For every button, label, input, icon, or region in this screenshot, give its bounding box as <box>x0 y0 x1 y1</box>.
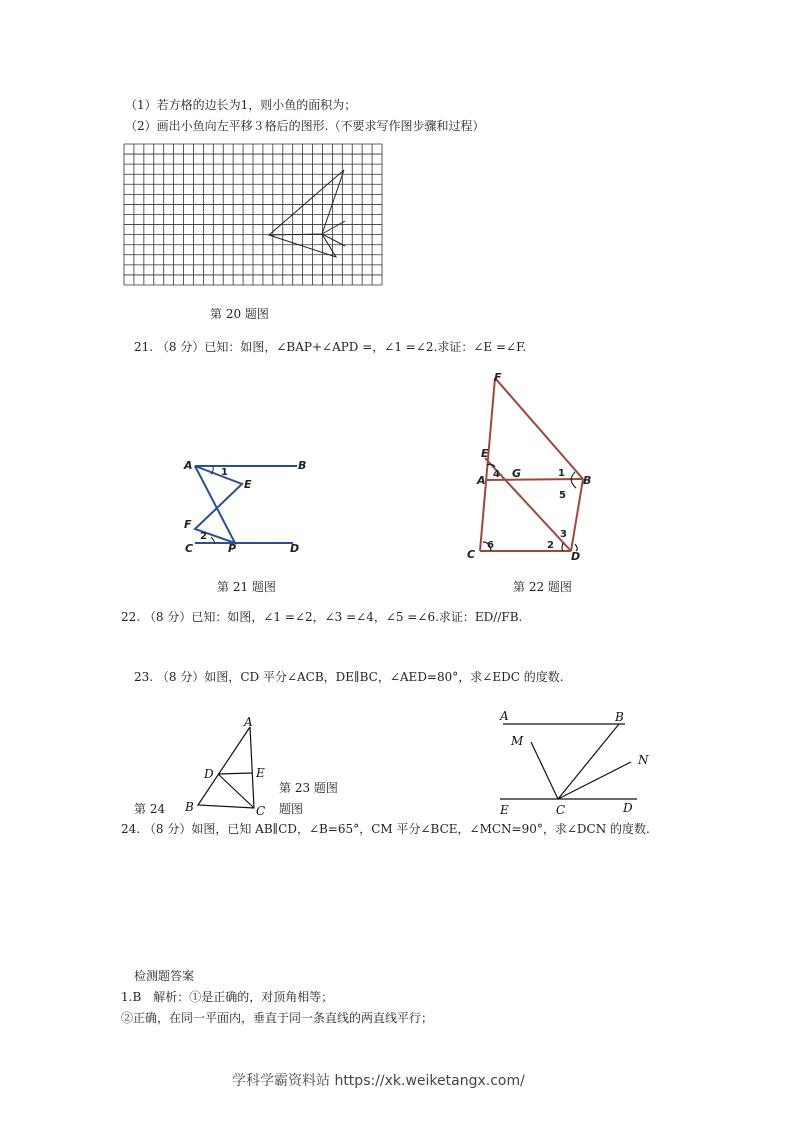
fish-tail <box>269 221 345 257</box>
q23-text: 23. （8 分）如图，CD 平分∠ACB，DE∥BC，∠AED=80°，求∠EDC 的度数. <box>134 670 564 684</box>
q21-label-C: C <box>185 542 194 555</box>
q23-label-E: E <box>256 766 265 780</box>
q22-label-4: 4 <box>493 469 500 480</box>
q24-label-A: A <box>500 709 509 723</box>
q24-text: 24. （8 分）如图，已知 AB∥CD，∠B=65°，CM 平分∠BCE，∠MCN=90°，求∠DCN 的度数. <box>121 822 650 836</box>
q24-caption-part1: 第 24 <box>134 802 166 816</box>
q24-caption-part2: 题图 <box>279 802 304 816</box>
q24-label-B: B <box>615 710 624 724</box>
q22-label-B: B <box>583 474 592 487</box>
q21-label-P: P <box>228 542 237 555</box>
q24-label-C: C <box>556 803 566 817</box>
q22-figure <box>463 368 603 563</box>
q21-label-D: D <box>290 542 300 555</box>
q21-caption: 第 21 题图 <box>217 580 276 594</box>
q21-label-A: A <box>184 459 193 472</box>
q20-part2-text: （2）画出小鱼向左平移３格后的图形.（不要求写作图步骤和过程） <box>125 119 485 133</box>
q22-label-A: A <box>477 474 486 487</box>
q21-text: 21. （8 分）已知：如图，∠BAP+∠APD =，∠1 =∠2.求证：∠E =∠F. <box>134 340 527 354</box>
q23-caption: 第 23 题图 <box>279 781 338 795</box>
q21-figure <box>180 455 310 560</box>
q23-label-B: B <box>185 800 194 814</box>
q22-label-F: F <box>494 371 502 384</box>
q20-part1-text: （1）若方格的边长为1，则小鱼的面积为； <box>125 98 357 112</box>
q22-label-6: 6 <box>487 540 494 551</box>
q24-figure <box>495 702 655 822</box>
q22-label-1: 1 <box>558 468 565 479</box>
q24-label-E: E <box>500 803 509 817</box>
q22-caption: 第 22 题图 <box>513 580 572 594</box>
q21-label-E: E <box>244 478 252 491</box>
q22-label-G: G <box>512 467 522 480</box>
q22-text: 22. （8 分）已知：如图，∠1 =∠2，∠3 =∠4，∠5 =∠6.求证：ED//FB. <box>121 610 523 624</box>
q24-label-N: N <box>638 753 649 767</box>
q22-label-5: 5 <box>559 490 566 501</box>
q21-label-F: F <box>184 518 192 531</box>
q21-label-1: 1 <box>221 467 228 478</box>
q21-label-B: B <box>298 459 307 472</box>
q22-label-E: E <box>481 447 489 460</box>
q23-figure <box>180 712 280 820</box>
q22-label-3: 3 <box>560 529 567 540</box>
q24-label-M: M <box>511 734 524 748</box>
q23-label-D: D <box>204 767 214 781</box>
answers-heading: 检测题答案 <box>134 969 195 983</box>
q22-label-2: 2 <box>547 540 554 551</box>
footer-site-link[interactable]: 学科学霸资料站 https://xk.weiketangx.com/ <box>232 1073 525 1089</box>
q20-caption: 第 20 题图 <box>210 307 269 321</box>
q24-label-D: D <box>623 801 633 815</box>
answer-line-2: ②正确，在同一平面内，垂直于同一条直线的两直线平行； <box>121 1011 434 1025</box>
q20-grid-figure <box>123 143 383 286</box>
q21-label-2: 2 <box>200 531 207 542</box>
q22-label-C: C <box>467 548 476 561</box>
q22-label-D: D <box>571 550 581 563</box>
q23-label-C: C <box>256 804 266 818</box>
answer-line-1: 1.B 解析：①是正确的，对顶角相等； <box>121 990 334 1004</box>
q23-label-A: A <box>244 715 253 729</box>
